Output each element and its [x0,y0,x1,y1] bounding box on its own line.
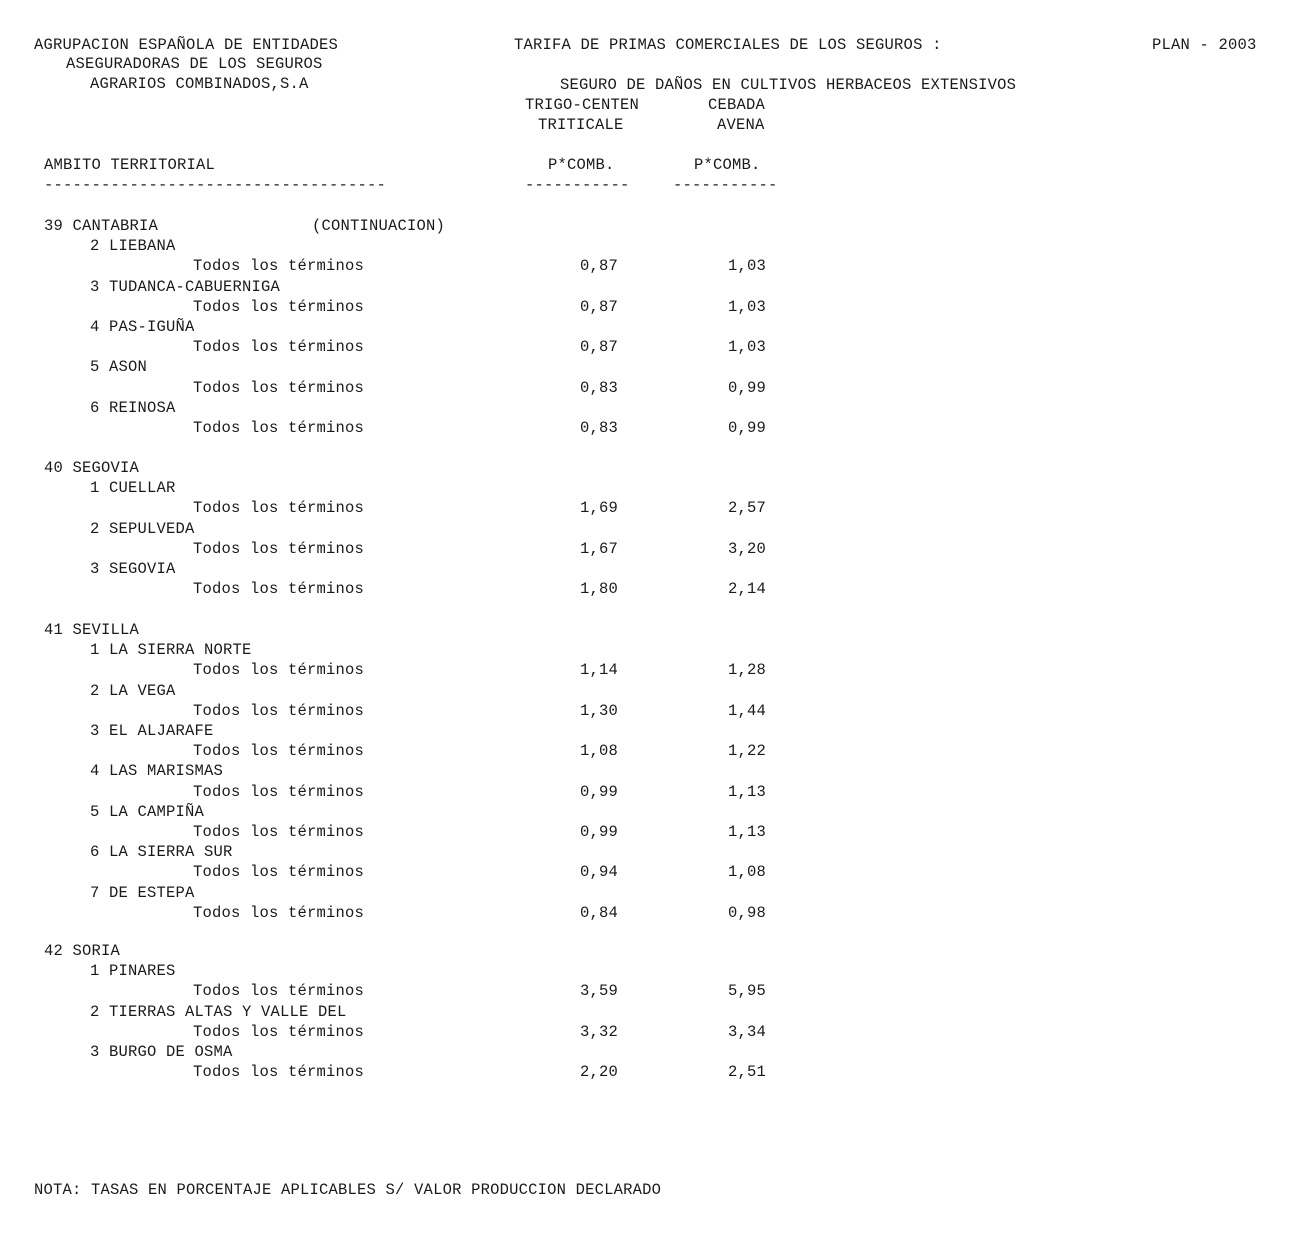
province-name: 40 SEGOVIA [44,459,140,477]
comarca-name: 2 LA VEGA [90,681,176,700]
value-cebada: 1,13 [727,823,766,841]
value-cebada: 5,95 [727,982,766,1001]
header-rule-col1: ----------- [525,176,630,194]
value-trigo: 1,69 [579,499,618,518]
value-cebada: 1,03 [727,297,766,316]
value-trigo: 0,87 [579,338,618,357]
value-cebada: 1,28 [727,661,766,680]
footer-note: NOTA: TASAS EN PORCENTAJE APLICABLES S/ VALOR PRODUCCION DECLARADO [34,1181,662,1199]
value-cebada: 2,51 [727,1063,766,1082]
col2-header-line2: AVENA [717,116,765,134]
comarca-name: 1 CUELLAR [90,479,176,498]
province-name: 41 SEVILLA [44,621,140,639]
plan-label: PLAN - 2003 [1152,36,1257,54]
province-name: 42 SORIA [44,942,121,960]
value-trigo: 0,87 [579,257,618,276]
value-trigo: 0,84 [579,903,618,922]
value-cebada: 1,03 [727,338,766,357]
value-trigo: 1,30 [579,701,618,720]
value-cebada: 2,57 [727,499,766,518]
terms-label: Todos los términos [193,1063,365,1082]
col2-label: P*COMB. [694,156,761,174]
comarca-name: 5 LA CAMPIÑA [90,802,205,821]
col1-header-line2: TRITICALE [538,116,624,134]
terms-label: Todos los términos [193,1022,365,1041]
header-rule-ambito: ------------------------------------ [44,176,387,194]
terms-label: Todos los términos [193,982,365,1001]
terms-label: Todos los términos [193,661,365,680]
terms-label: Todos los términos [193,863,365,882]
comarca-name: 6 LA SIERRA SUR [90,843,233,862]
terms-label: Todos los términos [193,823,365,841]
col2-header-line1: CEBADA [708,96,766,114]
value-trigo: 3,59 [579,982,618,1001]
value-trigo: 0,87 [579,297,618,316]
province-name: 39 CANTABRIA [44,217,159,235]
terms-label: Todos los términos [193,782,365,801]
value-cebada: 2,14 [727,580,766,599]
terms-label: Todos los términos [193,903,365,922]
value-trigo: 1,80 [579,580,618,599]
value-cebada: 1,22 [727,742,766,761]
terms-label: Todos los términos [193,539,365,558]
comarca-name: 7 DE ESTEPA [90,883,195,902]
value-trigo: 0,94 [579,863,618,882]
comarca-name: 1 PINARES [90,962,176,981]
col1-header-line1: TRIGO-CENTEN [525,96,640,114]
value-trigo: 0,83 [579,419,618,437]
comarca-name: 2 SEPULVEDA [90,519,195,538]
comarca-name: 4 PAS-IGUÑA [90,318,195,336]
org-name-line3: AGRARIOS COMBINADOS,S.A [90,75,309,93]
comarca-name: 4 LAS MARISMAS [90,762,224,781]
value-cebada: 1,13 [727,782,766,801]
comarca-name: 3 TUDANCA-CABUERNIGA [90,277,281,296]
comarca-name: 2 LIEBANA [90,237,176,256]
terms-label: Todos los términos [193,742,365,761]
value-cebada: 1,44 [727,701,766,720]
value-cebada: 3,34 [727,1022,766,1041]
value-trigo: 1,14 [579,661,618,680]
document-subtitle: SEGURO DE DAÑOS EN CULTIVOS HERBACEOS EXTENSIVOS [560,76,1017,94]
value-trigo: 2,20 [579,1063,618,1082]
value-cebada: 0,99 [727,419,766,437]
terms-label: Todos los términos [193,499,365,518]
comarca-name: 1 LA SIERRA NORTE [90,641,252,660]
value-trigo: 1,67 [579,539,618,558]
value-cebada: 3,20 [727,539,766,558]
terms-label: Todos los términos [193,580,365,599]
header-rule-col2: ----------- [673,176,778,194]
comarca-name: 3 SEGOVIA [90,560,176,578]
terms-label: Todos los términos [193,338,365,357]
value-trigo: 0,83 [579,378,618,397]
terms-label: Todos los términos [193,378,365,397]
value-trigo: 0,99 [579,782,618,801]
value-cebada: 0,98 [727,903,766,922]
value-cebada: 1,08 [727,863,766,882]
terms-label: Todos los términos [193,701,365,720]
org-name-line1: AGRUPACION ESPAÑOLA DE ENTIDADES [34,36,339,54]
ambito-header: AMBITO TERRITORIAL [44,156,216,174]
comarca-name: 3 EL ALJARAFE [90,722,214,740]
terms-label: Todos los términos [193,419,365,437]
comarca-name: 3 BURGO DE OSMA [90,1043,233,1061]
comarca-name: 2 TIERRAS ALTAS Y VALLE DEL [90,1002,347,1021]
value-trigo: 0,99 [579,823,618,841]
comarca-name: 5 ASON [90,358,148,377]
value-trigo: 3,32 [579,1022,618,1041]
col1-label: P*COMB. [548,156,615,174]
value-trigo: 1,08 [579,742,618,761]
org-name-line2: ASEGURADORAS DE LOS SEGUROS [66,55,323,73]
value-cebada: 0,99 [727,378,766,397]
province-note: (CONTINUACION) [312,217,446,235]
comarca-name: 6 REINOSA [90,398,176,417]
document-title: TARIFA DE PRIMAS COMERCIALES DE LOS SEGUROS : [514,36,942,54]
terms-label: Todos los términos [193,297,365,316]
terms-label: Todos los términos [193,257,365,276]
value-cebada: 1,03 [727,257,766,276]
